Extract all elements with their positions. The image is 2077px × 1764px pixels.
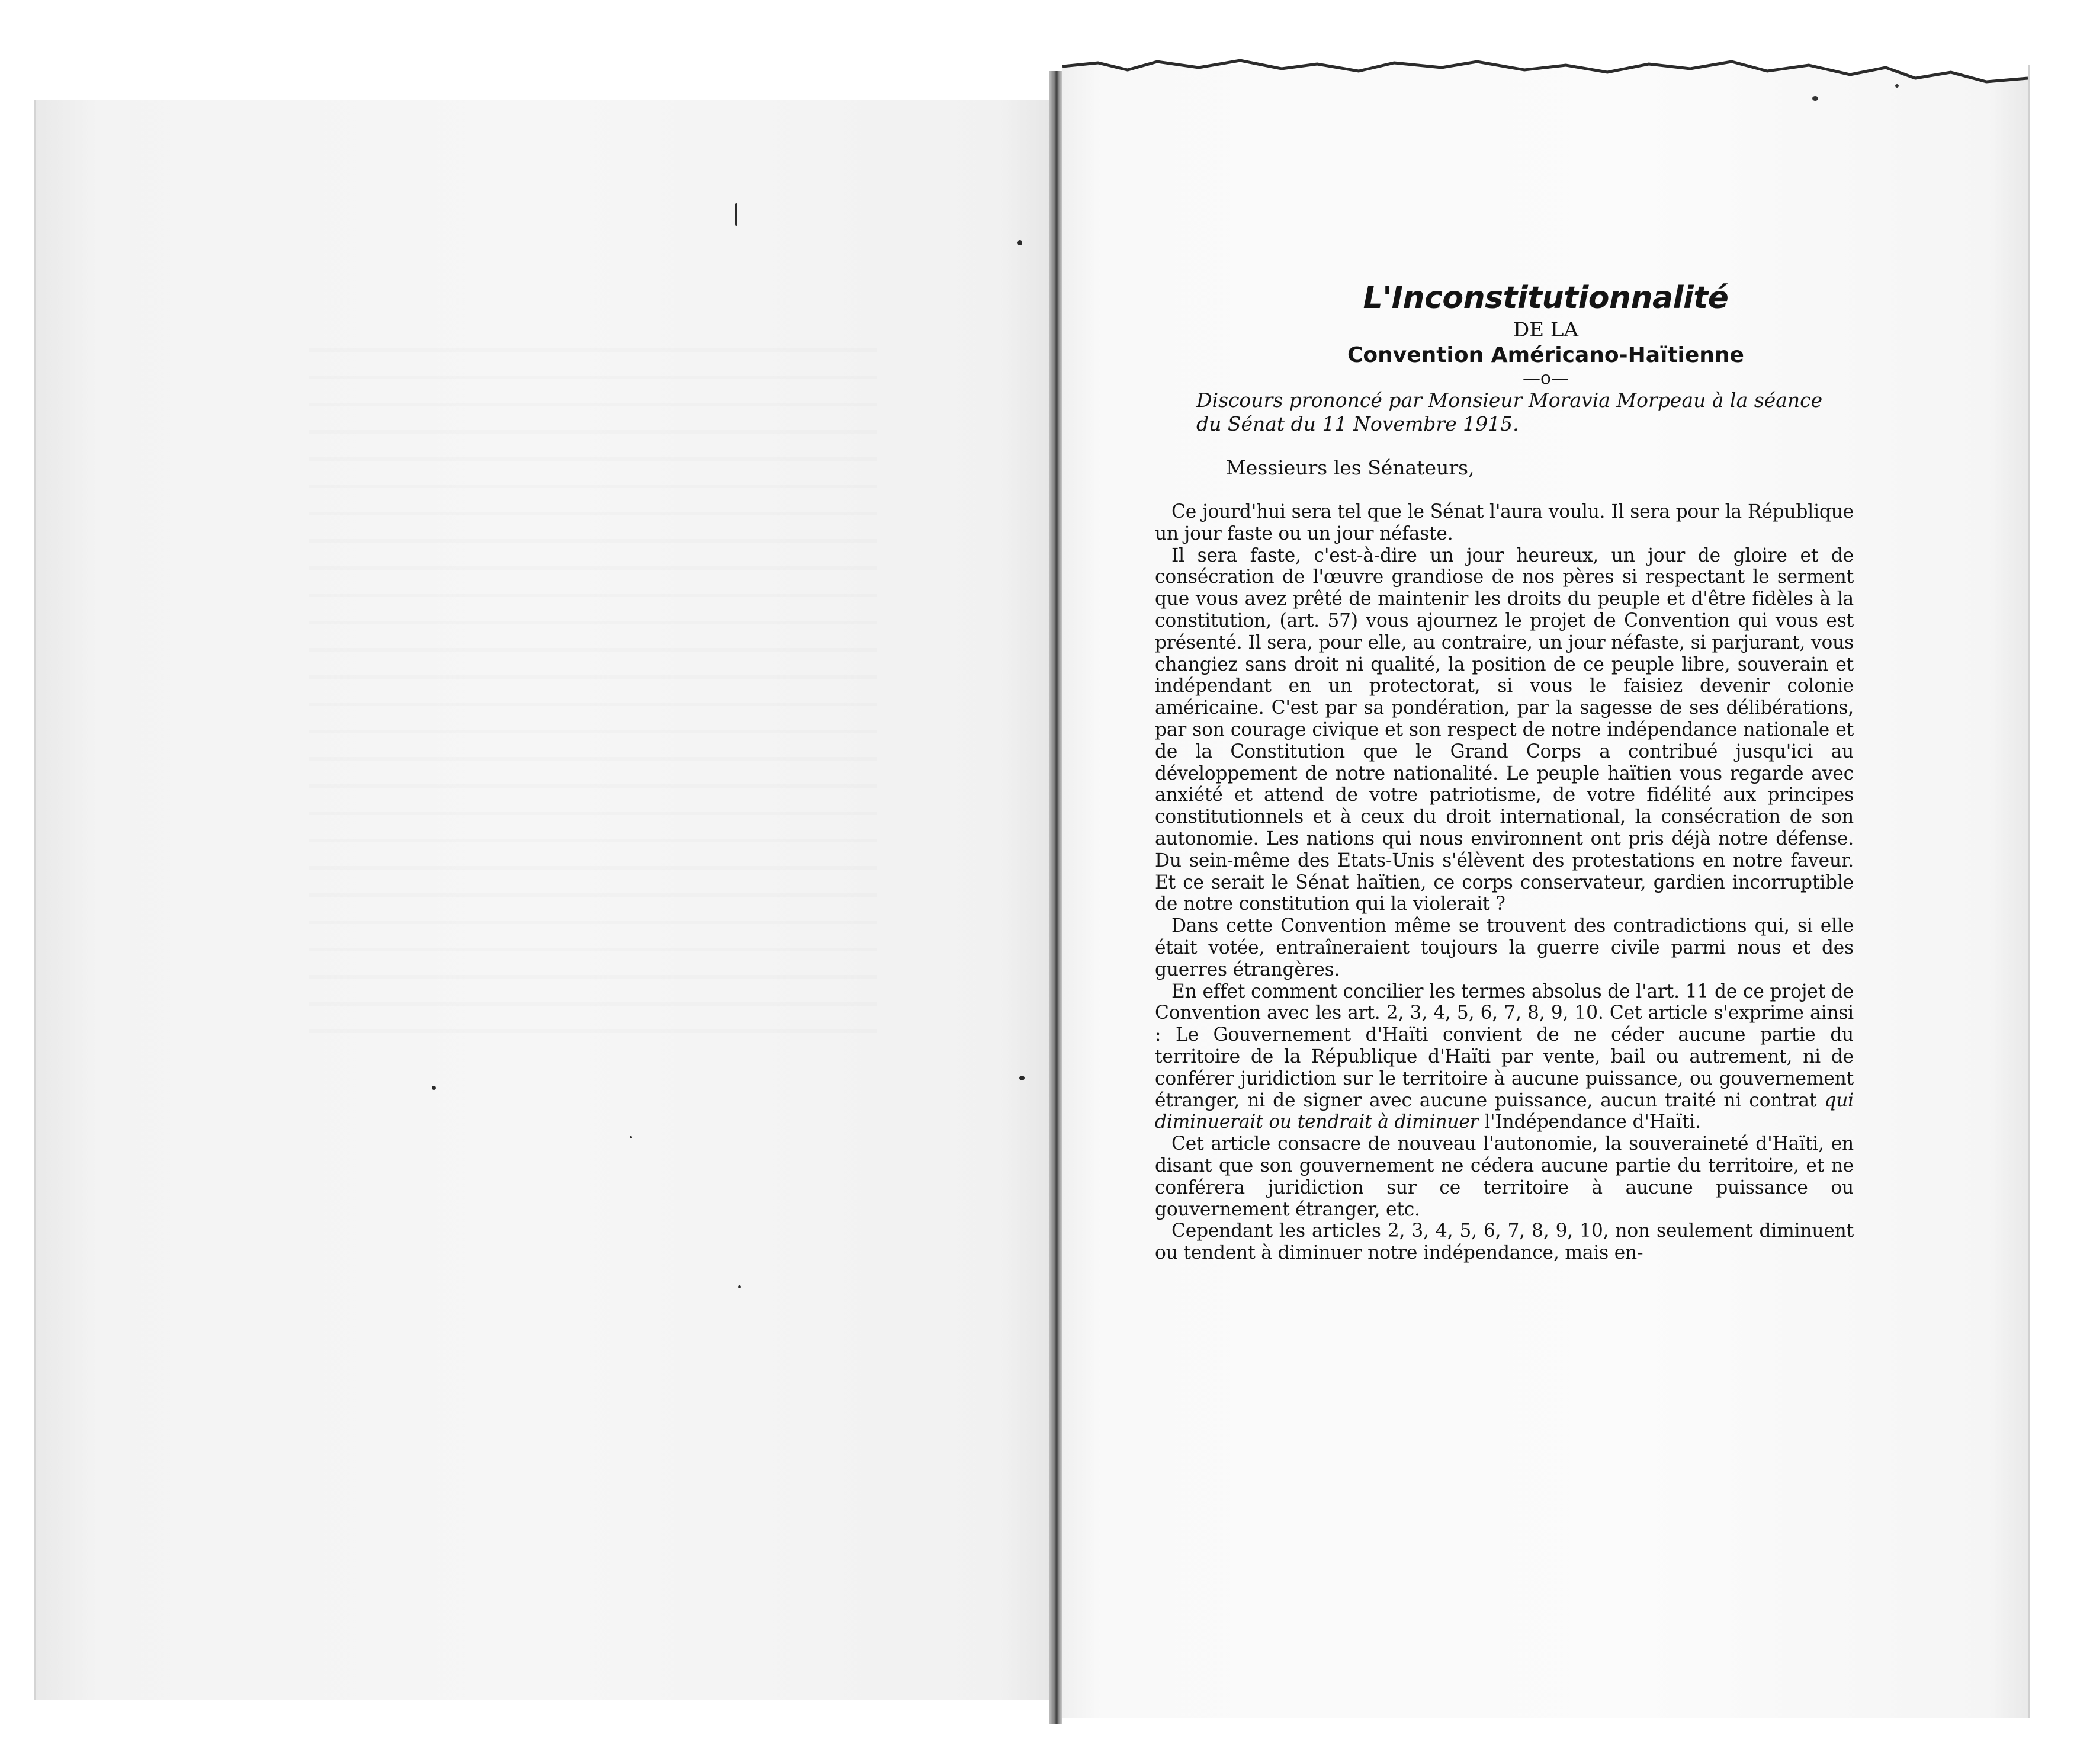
page-speck [1017, 240, 1022, 245]
torn-top-edge [1062, 54, 2028, 90]
paragraph [1155, 981, 1854, 1134]
paragraph: Ce jourd'hui sera tel que le Sénat l'aura voulu. Il sera pour la République un jour faste ou un jour néfaste. [1155, 501, 1854, 544]
paragraph-text: En effet comment concilier les termes absolus de l'art. 11 de ce projet de Convention avec les art. 2, 3, 4, 5, 6, 7, 8, 9, 10. Cet article s'exprime ainsi : Le Gouvernement d'Haïti convient de ne céder aucune partie du territoire de la République d'Haïti par vente, bail ou autrement, ni de conférer juridiction sur le territoire à aucune puissance, ou gouvernement étranger, ni de signer avec aucune puissance, aucun traité ni contrat [1155, 980, 1854, 1111]
show-through-text [309, 325, 877, 1035]
left-page-blank [34, 100, 1051, 1700]
page-speck [1019, 1076, 1025, 1080]
paragraph: Cet article consacre de nouveau l'autonomie, la souveraineté d'Haïti, en disant que son gouvernement ne cédera aucune partie du territoire, et ne conférera juridiction sur ce territoire à aucune puissance ou gouvernement étranger, etc. [1155, 1133, 1854, 1220]
book-gutter [1049, 71, 1062, 1724]
page-speck [630, 1136, 632, 1138]
paragraph: Dans cette Convention même se trouvent des contradictions qui, si elle était votée, entraîneraient toujours la guerre civile parmi nous et des guerres étrangères. [1155, 915, 1854, 980]
page-speck [1895, 84, 1899, 88]
paragraph-text: l'Indépendance d'Haïti. [1478, 1111, 1701, 1133]
document-title: L'Inconstitutionnalité [1363, 280, 1729, 316]
paragraph: Cependant les articles 2, 3, 4, 5, 6, 7, 8, 9, 10, non seulement diminuent ou tendent à diminuer notre indépendance, mais en- [1155, 1220, 1854, 1264]
page-speck [432, 1086, 436, 1090]
subtitle-de-la: DE LA [1513, 318, 1579, 342]
speech-text [1155, 278, 1854, 1264]
paragraph-emphasis: qui diminuerait ou tendrait à diminuer [1155, 1089, 1854, 1133]
page-speck [735, 203, 737, 226]
salutation: Messieurs les Sénateurs, [1226, 456, 1475, 479]
title-separator: —o— [1522, 368, 1569, 389]
page-speck [1812, 96, 1818, 101]
subtitle-convention: Convention Américano-Haïtienne [1347, 343, 1744, 367]
paragraph: Il sera faste, c'est-à-dire un jour heureux, un jour de gloire et de consécration de l'œuvre grandiose de nos pères si respectant le serment que vous avez prêté de maintenir les droits du peuple et d'être fidèles à la constitution, (art. 57) vous ajournez le projet de Convention qui vous est présenté. Il sera, pour elle, au contraire, un jour néfaste, si parjurant, vous changiez sans droit ni qualité, la position de ce peuple libre, souverain et indépendant en un protectorat, si vous le faisiez devenir colonie américaine. C'est par sa pondération, par la sagesse de ses délibérations, par son courage civique et son respect de notre indépendance nationale et de la Constitution que le Grand Corps a contribué jusqu'ici au développement de notre nationalité. Le peuple haïtien vous regarde avec anxiété et attend de votre patriotisme, de votre fidélité aux principes constitutionnels et à ceux du droit international, la consécration de son autonomie. Les nations qui nous environnent ont pris déjà notre défense. Du sein-même des Etats-Unis s'élèvent des protestations en notre faveur. Et ce serait le Sénat haïtien, ce corps conservateur, gardien incorruptible de notre constitution qui la violerait ? [1155, 544, 1854, 915]
speech-intro: Discours prononcé par Monsieur Moravia Morpeau à la séance du Sénat du 11 Novembre 1915. [1196, 389, 1823, 435]
page-speck [738, 1285, 741, 1288]
